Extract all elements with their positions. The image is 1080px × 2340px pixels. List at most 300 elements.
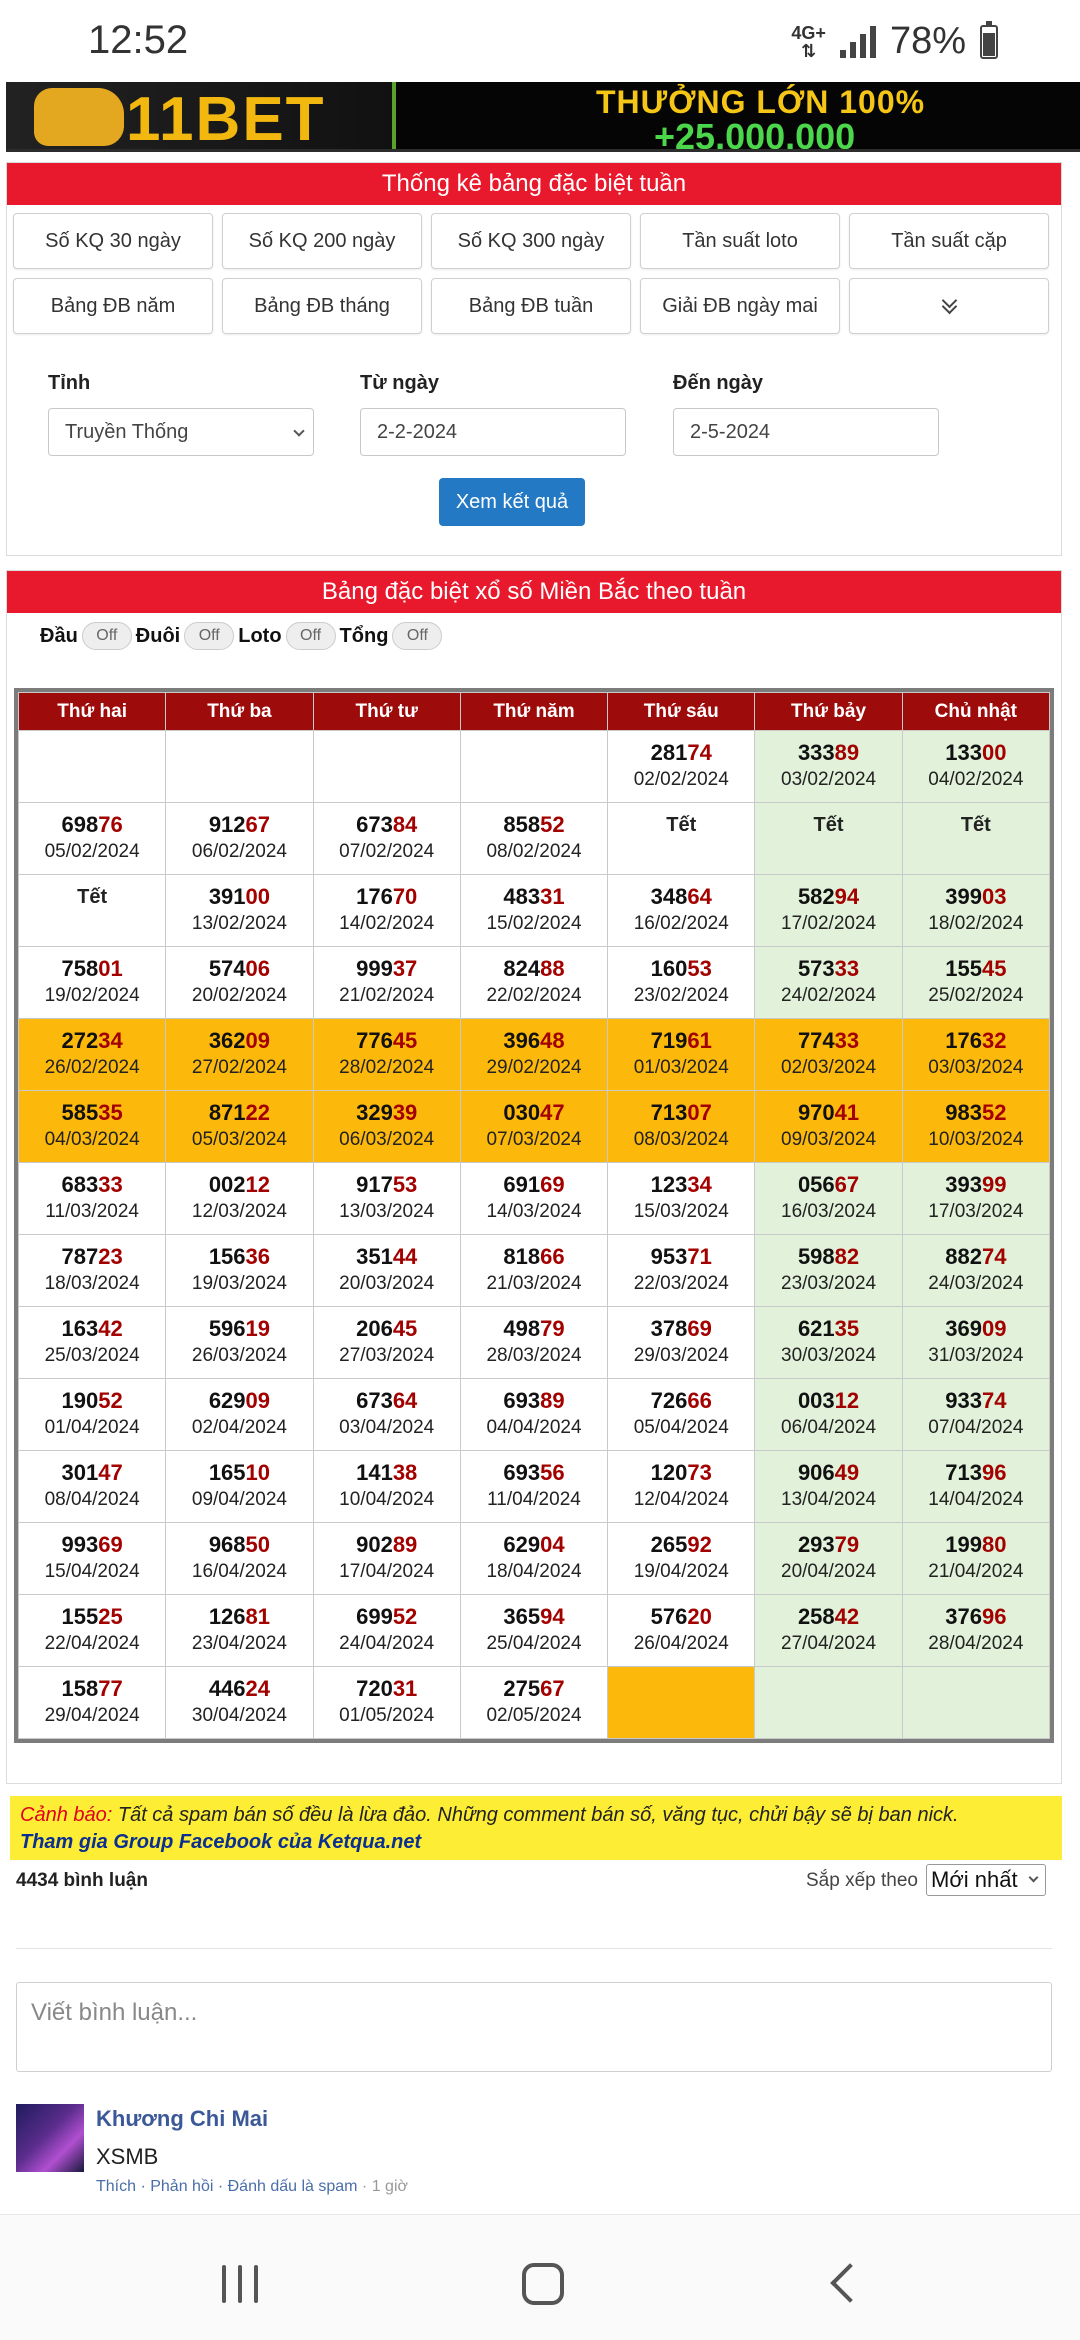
toggle-label-loto: Loto — [238, 624, 282, 647]
result-cell — [902, 1307, 1049, 1379]
number-head: 673 — [356, 1388, 393, 1413]
draw-date: 18/04/2024 — [486, 1561, 582, 1582]
number-head: 275 — [503, 1676, 541, 1701]
results-calendar — [14, 688, 1054, 1743]
number-tail: 12 — [834, 1388, 860, 1413]
banner-promo: THƯỞNG LỚN 100% — [596, 84, 926, 120]
chevron-double-down-icon — [942, 299, 956, 313]
number-head: 206 — [356, 1316, 393, 1341]
result-cell — [608, 1523, 755, 1595]
day-header: Thứ sáu — [608, 693, 755, 731]
number-tail: 89 — [392, 1532, 418, 1557]
result-cell — [460, 1667, 607, 1739]
number-tail: 53 — [687, 956, 712, 981]
comment-time: · 1 giờ — [357, 2178, 408, 2195]
result-cell — [608, 1019, 755, 1091]
draw-date: 19/04/2024 — [633, 1561, 729, 1582]
special-prize-number — [608, 1171, 754, 1199]
number-tail: 96 — [981, 1604, 1007, 1629]
number-head: 002 — [208, 1172, 246, 1197]
toggle-loto[interactable]: Off — [286, 622, 336, 650]
result-cell — [166, 1379, 313, 1451]
special-prize-number — [461, 1243, 607, 1271]
draw-date: 12/04/2024 — [633, 1489, 729, 1510]
number-head: 141 — [356, 1460, 393, 1485]
number-head: 396 — [503, 1028, 541, 1053]
result-cell — [902, 947, 1049, 1019]
number-tail: 69 — [687, 1316, 712, 1341]
tab-200-days[interactable]: Số KQ 200 ngày — [222, 213, 422, 269]
draw-date: 21/02/2024 — [339, 985, 435, 1006]
result-cell — [902, 1235, 1049, 1307]
number-head: 629 — [208, 1388, 246, 1413]
toggle-dau[interactable]: Off — [82, 622, 132, 650]
system-nav-bar — [0, 2214, 1080, 2340]
special-prize-number — [19, 1027, 165, 1055]
result-cell — [166, 1307, 313, 1379]
number-head: 902 — [356, 1532, 393, 1557]
warning-text: Tất cả spam bán số đều là lừa đảo. Những comment bán số, văng tục, chửi bậy sẽ bị ban nick. — [112, 1804, 959, 1826]
number-tail: 39 — [392, 1100, 418, 1125]
day-header: Thứ hai — [19, 693, 166, 731]
special-prize-number — [461, 1099, 607, 1127]
number-tail: 31 — [540, 884, 565, 909]
number-tail: 38 — [392, 1460, 418, 1485]
special-prize-number — [314, 1603, 460, 1631]
number-head: 163 — [61, 1316, 99, 1341]
draw-date: 27/03/2024 — [339, 1345, 435, 1366]
special-prize-number — [461, 1603, 607, 1631]
draw-date: 04/04/2024 — [486, 1417, 582, 1438]
number-head: 576 — [650, 1604, 688, 1629]
special-prize-number — [608, 1027, 754, 1055]
number-head: 351 — [356, 1244, 393, 1269]
chevron-down-icon — [1029, 1873, 1039, 1883]
number-tail: 47 — [540, 1100, 565, 1125]
draw-date: 04/03/2024 — [44, 1129, 140, 1150]
draw-date: 25/03/2024 — [44, 1345, 140, 1366]
special-prize-number — [903, 739, 1049, 767]
sort-select[interactable] — [926, 1864, 1046, 1896]
number-head: 726 — [650, 1388, 688, 1413]
result-cell — [902, 1163, 1049, 1235]
result-cell — [755, 1091, 902, 1163]
result-cell — [902, 803, 1049, 875]
number-head: 693 — [503, 1388, 541, 1413]
number-tail: 47 — [98, 1460, 123, 1485]
draw-date: 16/04/2024 — [191, 1561, 287, 1582]
number-head: 858 — [503, 812, 541, 837]
number-head: 498 — [503, 1316, 541, 1341]
draw-date: 19/03/2024 — [191, 1273, 287, 1294]
number-tail: 34 — [98, 1028, 123, 1053]
number-tail: 69 — [540, 1172, 565, 1197]
results-table-body — [19, 731, 1050, 1739]
result-cell — [460, 803, 607, 875]
number-tail: 96 — [981, 1460, 1007, 1485]
special-prize-number — [608, 1531, 754, 1559]
number-tail: 24 — [245, 1676, 271, 1701]
result-cell — [460, 1091, 607, 1163]
draw-date: 10/03/2024 — [928, 1129, 1024, 1150]
result-cell — [19, 1523, 166, 1595]
tab-weekly-table[interactable]: Bảng ĐB tuần — [431, 278, 631, 334]
tab-yearly-table[interactable]: Bảng ĐB năm — [13, 278, 213, 334]
number-head: 824 — [503, 956, 541, 981]
result-cell — [313, 1091, 460, 1163]
draw-date: 03/02/2024 — [781, 769, 877, 790]
number-tail: 45 — [981, 956, 1007, 981]
special-prize-number — [166, 811, 312, 839]
draw-date: 14/03/2024 — [486, 1201, 582, 1222]
number-head: 329 — [356, 1100, 393, 1125]
tab-monthly-table[interactable]: Bảng ĐB tháng — [222, 278, 422, 334]
result-cell — [19, 1379, 166, 1451]
province-label: Tỉnh — [48, 372, 91, 394]
number-head: 871 — [208, 1100, 246, 1125]
ad-banner[interactable] — [6, 82, 1080, 152]
draw-date: 03/04/2024 — [339, 1417, 435, 1438]
draw-date: 06/02/2024 — [191, 841, 287, 862]
stats-tabs — [13, 213, 1053, 334]
number-tail: 56 — [540, 1460, 565, 1485]
draw-date: 21/03/2024 — [486, 1273, 582, 1294]
number-tail: 07 — [687, 1100, 712, 1125]
back-icon[interactable] — [830, 2263, 870, 2303]
draw-date: 14/02/2024 — [339, 913, 435, 934]
result-cell — [19, 731, 166, 803]
special-prize-number — [314, 883, 460, 911]
special-prize-number — [461, 1387, 607, 1415]
result-cell — [19, 1235, 166, 1307]
table-row — [19, 731, 1050, 803]
table-row — [19, 803, 1050, 875]
special-prize-number — [314, 1171, 460, 1199]
number-tail: 09 — [245, 1028, 271, 1053]
number-tail: 41 — [834, 1100, 860, 1125]
number-tail: 20 — [687, 1604, 712, 1629]
draw-date: 13/02/2024 — [191, 913, 287, 934]
number-tail: 81 — [245, 1604, 271, 1629]
result-cell — [313, 1595, 460, 1667]
draw-date: 25/02/2024 — [928, 985, 1024, 1006]
result-cell — [902, 1595, 1049, 1667]
result-cell — [755, 1451, 902, 1523]
spam-warning — [10, 1796, 1062, 1860]
number-tail: 52 — [540, 812, 565, 837]
draw-date: 26/03/2024 — [191, 1345, 287, 1366]
special-prize-number — [461, 1027, 607, 1055]
draw-date: 20/04/2024 — [781, 1561, 877, 1582]
special-prize-number — [755, 883, 901, 911]
number-head: 573 — [797, 956, 835, 981]
special-prize-number — [314, 1675, 460, 1703]
number-tail: 25 — [98, 1604, 123, 1629]
network-icon: 4G+ ⇅ — [791, 22, 826, 61]
number-tail: 48 — [540, 1028, 565, 1053]
draw-date: 16/03/2024 — [781, 1201, 877, 1222]
draw-date: 07/04/2024 — [928, 1417, 1024, 1438]
number-tail: 03 — [981, 884, 1007, 909]
draw-date: 07/02/2024 — [339, 841, 435, 862]
number-head: 912 — [208, 812, 246, 837]
draw-date: 10/04/2024 — [339, 1489, 435, 1510]
draw-date: 06/03/2024 — [339, 1129, 435, 1150]
special-prize-number — [608, 1603, 754, 1631]
special-prize-number — [166, 1531, 312, 1559]
number-head: 160 — [650, 956, 688, 981]
result-cell — [608, 875, 755, 947]
draw-date: 31/03/2024 — [928, 1345, 1024, 1366]
sort-label: Sắp xếp theo — [806, 1870, 918, 1891]
number-head: 758 — [61, 956, 99, 981]
number-head: 906 — [797, 1460, 835, 1485]
result-cell — [19, 875, 166, 947]
draw-date: 08/04/2024 — [44, 1489, 140, 1510]
result-cell — [755, 1307, 902, 1379]
status-bar — [0, 0, 1080, 82]
banner-amount: +25.000.000 — [654, 116, 856, 152]
draw-date: 22/02/2024 — [486, 985, 582, 1006]
number-tail: 52 — [981, 1100, 1007, 1125]
to-date-input[interactable]: 2-5-2024 — [673, 408, 939, 456]
result-cell — [166, 1019, 313, 1091]
tab-pair-frequency[interactable]: Tần suất cặp — [849, 213, 1049, 269]
number-head: 126 — [208, 1604, 246, 1629]
number-tail: 89 — [834, 740, 860, 765]
toggle-tong[interactable]: Off — [392, 622, 442, 650]
number-head: 698 — [61, 812, 99, 837]
number-head: 719 — [650, 1028, 688, 1053]
special-prize-number — [166, 1027, 312, 1055]
number-head: 378 — [650, 1316, 688, 1341]
view-results-button[interactable]: Xem kết quả — [439, 478, 585, 526]
facebook-group-link[interactable]: Tham gia Group Facebook của Ketqua.net — [20, 1831, 422, 1853]
special-prize-number — [755, 1387, 901, 1415]
toggle-label-dau: Đầu — [40, 624, 78, 647]
draw-date: 12/03/2024 — [191, 1201, 287, 1222]
table-row — [19, 1019, 1050, 1091]
draw-date: 15/02/2024 — [486, 913, 582, 934]
number-head: 156 — [208, 1244, 246, 1269]
result-cell — [755, 1163, 902, 1235]
special-prize-number — [461, 1675, 607, 1703]
draw-date: 16/02/2024 — [633, 913, 729, 934]
province-select[interactable] — [48, 408, 314, 456]
draw-date: 04/02/2024 — [928, 769, 1024, 790]
network-type: 4G+ — [791, 22, 826, 43]
day-header: Thứ bảy — [755, 693, 902, 731]
draw-date: 05/02/2024 — [44, 841, 140, 862]
to-date-label: Đến ngày — [673, 372, 764, 394]
special-prize-number — [166, 1315, 312, 1343]
table-row — [19, 1235, 1050, 1307]
special-prize-number — [461, 883, 607, 911]
result-cell — [313, 1451, 460, 1523]
result-cell — [755, 1595, 902, 1667]
special-prize-number — [461, 1315, 607, 1343]
draw-date: 20/03/2024 — [339, 1273, 435, 1294]
result-cell — [166, 1667, 313, 1739]
draw-date: 08/03/2024 — [633, 1129, 729, 1150]
number-head: 199 — [945, 1532, 982, 1557]
draw-date: 28/03/2024 — [486, 1345, 582, 1366]
result-cell — [902, 1379, 1049, 1451]
draw-date: 28/04/2024 — [928, 1633, 1024, 1654]
number-tail: 35 — [98, 1100, 123, 1125]
number-tail: 92 — [687, 1532, 712, 1557]
tab-loto-frequency[interactable]: Tần suất loto — [640, 213, 840, 269]
draw-date: 28/02/2024 — [339, 1057, 435, 1078]
result-cell — [313, 1163, 460, 1235]
number-head: 776 — [356, 1028, 393, 1053]
result-cell — [166, 731, 313, 803]
number-head: 376 — [945, 1604, 982, 1629]
special-prize-number — [755, 1459, 901, 1487]
number-tail: 09 — [981, 1316, 1007, 1341]
special-prize-number — [608, 1099, 754, 1127]
from-date-label: Từ ngày — [360, 372, 439, 394]
day-header: Thứ năm — [460, 693, 607, 731]
draw-date: 08/02/2024 — [486, 841, 582, 862]
number-tail: 33 — [834, 1028, 860, 1053]
number-head: 621 — [797, 1316, 835, 1341]
comment-input[interactable]: Viết bình luận... — [16, 1982, 1052, 2072]
number-tail: 67 — [834, 1172, 860, 1197]
result-cell — [460, 1595, 607, 1667]
draw-date: 18/03/2024 — [44, 1273, 140, 1294]
number-head: 673 — [356, 812, 393, 837]
from-date-input[interactable]: 2-2-2024 — [360, 408, 626, 456]
result-cell — [460, 1019, 607, 1091]
number-tail: 06 — [245, 956, 271, 981]
special-prize-number — [314, 811, 460, 839]
number-head: 155 — [61, 1604, 99, 1629]
number-head: 030 — [503, 1100, 541, 1125]
number-head: 155 — [945, 956, 982, 981]
result-cell — [19, 1091, 166, 1163]
toggle-duoi[interactable]: Off — [184, 622, 234, 650]
more-tabs-button[interactable] — [849, 278, 1049, 334]
draw-date: 24/03/2024 — [928, 1273, 1024, 1294]
number-head: 713 — [945, 1460, 982, 1485]
special-prize-number — [903, 1459, 1049, 1487]
holiday-label: Tết — [77, 886, 108, 908]
number-tail: 66 — [687, 1388, 712, 1413]
result-cell — [460, 1235, 607, 1307]
number-head: 774 — [797, 1028, 835, 1053]
special-prize-number — [166, 1459, 312, 1487]
result-cell — [755, 803, 902, 875]
result-cell — [19, 1451, 166, 1523]
avatar[interactable] — [16, 2104, 84, 2172]
tab-tomorrow-prize[interactable]: Giải ĐB ngày mai — [640, 278, 840, 334]
number-head: 882 — [945, 1244, 982, 1269]
province-value: Truyền Thống — [65, 420, 189, 443]
draw-date: 07/03/2024 — [486, 1129, 582, 1150]
number-tail: 77 — [98, 1676, 123, 1701]
number-head: 483 — [503, 884, 541, 909]
number-tail: 64 — [392, 1388, 418, 1413]
draw-date: 11/03/2024 — [45, 1201, 139, 1222]
result-cell — [460, 731, 607, 803]
number-head: 293 — [797, 1532, 835, 1557]
number-tail: 94 — [540, 1604, 565, 1629]
special-prize-number — [314, 1531, 460, 1559]
result-cell — [19, 947, 166, 1019]
table-row — [19, 875, 1050, 947]
special-prize-number — [19, 1315, 165, 1343]
number-head: 391 — [208, 884, 246, 909]
result-cell — [755, 947, 902, 1019]
special-prize-number — [755, 1027, 901, 1055]
number-tail: 74 — [981, 1388, 1007, 1413]
special-prize-number — [903, 1099, 1049, 1127]
draw-date: 01/04/2024 — [44, 1417, 140, 1438]
number-head: 999 — [356, 956, 393, 981]
number-head: 265 — [650, 1532, 688, 1557]
day-header: Chủ nhật — [902, 693, 1049, 731]
table-row — [19, 1091, 1050, 1163]
special-prize-number — [461, 1171, 607, 1199]
number-tail: 50 — [245, 1532, 271, 1557]
result-cell — [902, 1091, 1049, 1163]
draw-date: 23/04/2024 — [191, 1633, 287, 1654]
special-prize-number — [314, 1027, 460, 1055]
home-icon[interactable] — [522, 2263, 564, 2305]
number-tail: 82 — [834, 1244, 860, 1269]
warning-label: Cảnh báo: — [20, 1804, 113, 1826]
draw-date: 29/04/2024 — [44, 1705, 140, 1726]
recents-icon[interactable] — [222, 2265, 258, 2303]
banner-logo: 11BET — [126, 85, 326, 152]
result-cell — [166, 875, 313, 947]
comment-author[interactable]: Khương Chi Mai — [96, 2106, 269, 2131]
special-prize-number — [314, 1099, 460, 1127]
number-tail: 64 — [687, 884, 712, 909]
stats-panel-title: Thống kê bảng đặc biệt tuần — [7, 163, 1061, 205]
result-cell — [166, 1451, 313, 1523]
draw-date: 29/03/2024 — [633, 1345, 729, 1366]
number-head: 362 — [208, 1028, 246, 1053]
draw-date: 15/04/2024 — [44, 1561, 140, 1582]
tab-30-days[interactable]: Số KQ 30 ngày — [13, 213, 213, 269]
result-cell — [460, 875, 607, 947]
number-tail: 52 — [98, 1388, 123, 1413]
number-tail: 35 — [834, 1316, 860, 1341]
special-prize-number — [314, 1387, 460, 1415]
day-header: Thứ tư — [313, 693, 460, 731]
number-head: 691 — [503, 1172, 541, 1197]
special-prize-number — [903, 1171, 1049, 1199]
tab-300-days[interactable]: Số KQ 300 ngày — [431, 213, 631, 269]
number-tail: 42 — [98, 1316, 123, 1341]
toggle-bar — [40, 622, 446, 650]
number-tail: 33 — [834, 956, 860, 981]
number-head: 970 — [797, 1100, 835, 1125]
number-head: 281 — [650, 740, 688, 765]
draw-date: 09/03/2024 — [781, 1129, 877, 1150]
result-cell — [608, 1379, 755, 1451]
comment-count: 4434 bình luận — [16, 1870, 148, 1891]
comment-action-links[interactable]: Thích · Phản hồi · Đánh dấu là spam — [96, 2178, 358, 2195]
chevron-down-icon — [293, 425, 304, 436]
draw-date: 20/02/2024 — [191, 985, 287, 1006]
number-tail: 99 — [981, 1172, 1007, 1197]
result-cell — [313, 1523, 460, 1595]
result-cell — [755, 1379, 902, 1451]
result-cell — [902, 1667, 1049, 1739]
